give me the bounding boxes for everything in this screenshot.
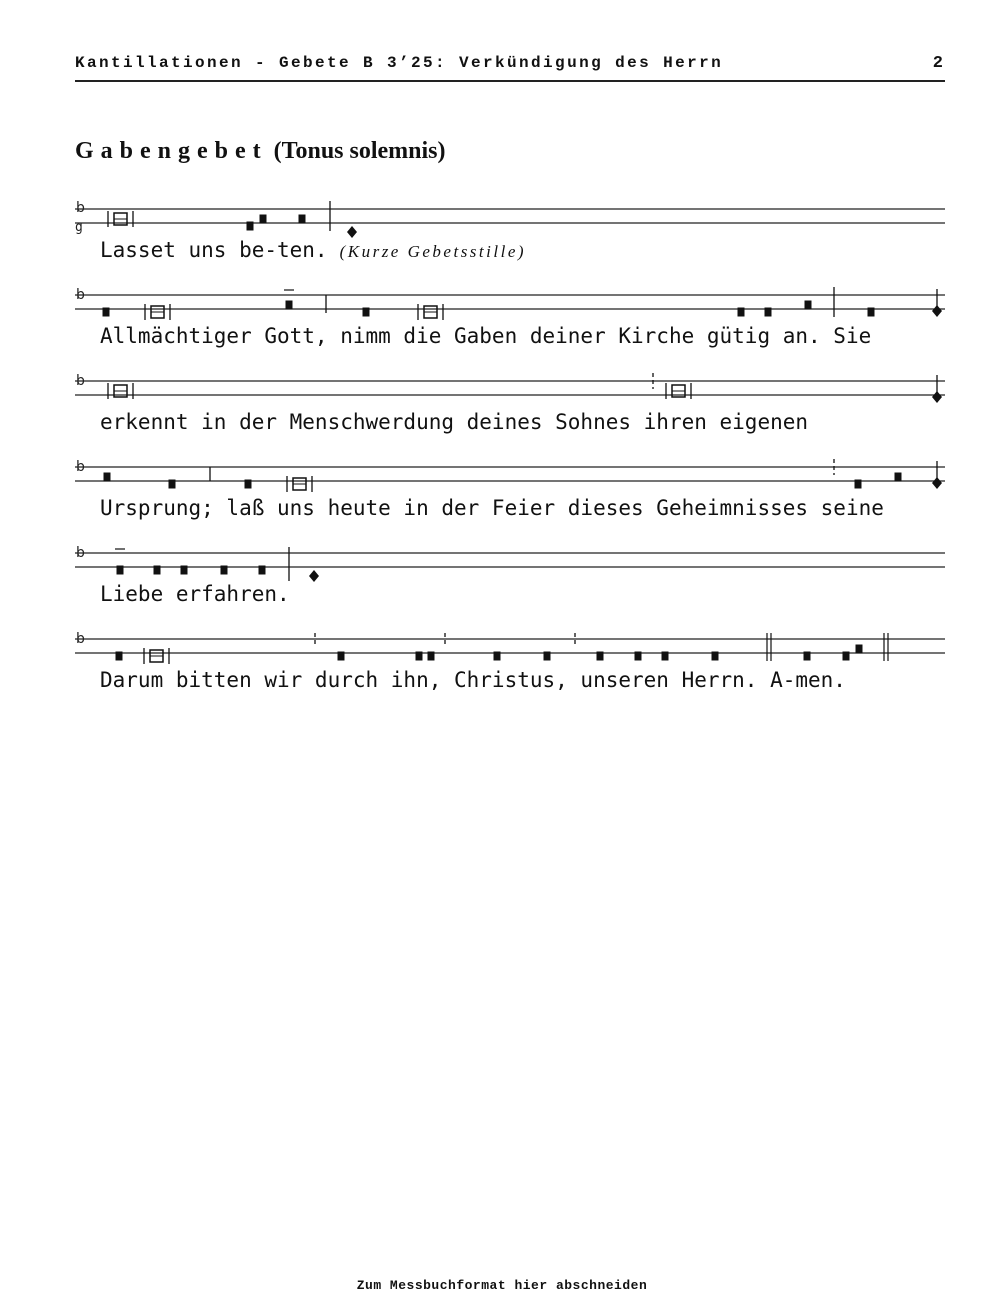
note	[843, 652, 850, 661]
note	[181, 566, 188, 575]
page-header	[75, 54, 945, 82]
note	[804, 652, 811, 661]
lyric-text-1: Lasset uns be-ten.	[100, 238, 328, 262]
header-title: Kantillationen - Gebete B 3’25: Verkündigung des Herrn	[75, 54, 724, 72]
note	[738, 308, 745, 317]
note	[103, 308, 110, 317]
note	[597, 652, 604, 661]
chant-system-6	[0, 631, 1004, 717]
flat-sign: b	[76, 631, 85, 647]
note	[868, 308, 875, 317]
note	[259, 566, 266, 575]
flat-sign: b	[76, 545, 85, 561]
note	[544, 652, 551, 661]
note	[363, 308, 370, 317]
note	[635, 652, 642, 661]
chant-system-2	[0, 287, 1004, 373]
note	[895, 473, 902, 482]
flat-sign: b	[76, 200, 85, 216]
note	[221, 566, 228, 575]
clef-letter: g	[75, 220, 83, 235]
page-number: 2	[932, 54, 943, 73]
final-note	[932, 305, 942, 317]
final-note	[347, 226, 357, 238]
lyric-line-1	[100, 238, 526, 262]
lyric-line-3: erkennt in der Menschwerdung deines Sohnes ihren eigenen	[100, 410, 809, 434]
note	[299, 215, 306, 224]
final-note	[932, 477, 942, 489]
chant-system-1	[0, 201, 1004, 287]
chant-system-3	[0, 373, 1004, 459]
note	[712, 652, 719, 661]
lyric-line-2: Allmächtiger Gott, nimm die Gaben deiner Kirche gütig an. Sie	[100, 324, 872, 348]
section-title-subtitle: (Tonus solemnis)	[273, 138, 446, 164]
chant-system-4	[0, 459, 1004, 545]
note	[169, 480, 176, 489]
note	[662, 652, 669, 661]
section-title	[75, 138, 446, 165]
note	[247, 222, 254, 231]
note	[154, 566, 161, 575]
rubric-silence: (Kurze Gebetsstille)	[339, 242, 527, 261]
note	[428, 652, 435, 661]
final-note	[932, 391, 942, 403]
note	[286, 301, 293, 310]
note	[416, 652, 423, 661]
chant-system-5	[0, 545, 1004, 631]
section-title-main: Gabengebet	[75, 138, 268, 164]
note	[260, 215, 267, 224]
note	[856, 645, 863, 654]
note	[765, 308, 772, 317]
note	[855, 480, 862, 489]
lyric-line-5: Liebe erfahren.	[100, 582, 290, 606]
final-note	[309, 570, 319, 582]
flat-sign: b	[76, 287, 85, 303]
note	[338, 652, 345, 661]
note	[117, 566, 124, 575]
note	[494, 652, 501, 661]
note	[104, 473, 111, 482]
flat-sign: b	[76, 373, 85, 389]
note	[245, 480, 252, 489]
cut-instruction: Zum Messbuchformat hier abschneiden	[356, 1278, 648, 1293]
flat-sign: b	[76, 459, 85, 475]
note	[116, 652, 123, 661]
note	[805, 301, 812, 310]
lyric-line-4: Ursprung; laß uns heute in der Feier dieses Geheimnisses seine	[100, 496, 884, 520]
lyric-line-6: Darum bitten wir durch ihn, Christus, unseren Herrn. A-men.	[100, 668, 846, 692]
